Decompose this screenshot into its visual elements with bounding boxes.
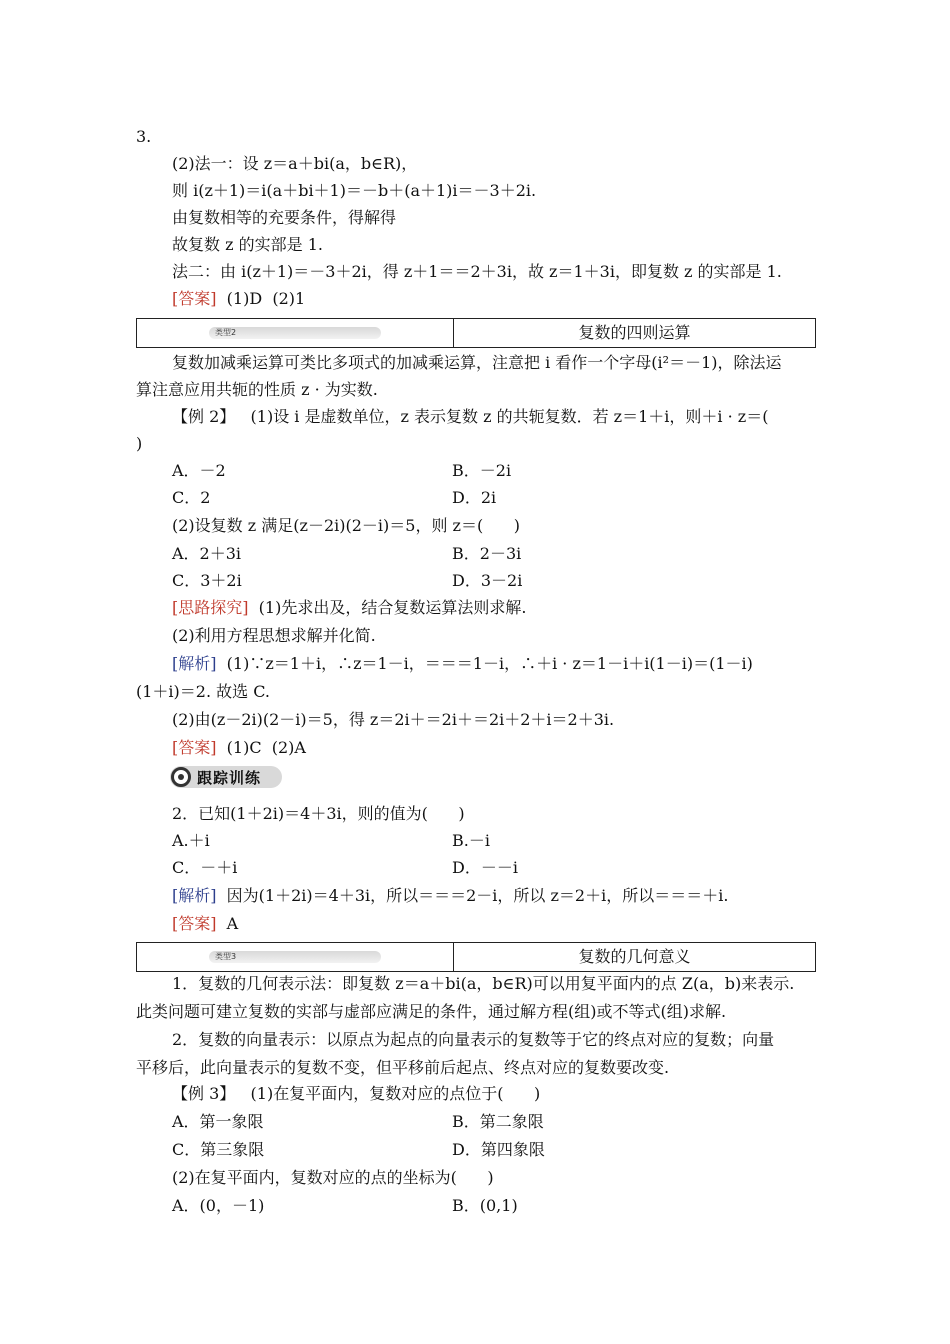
option-a: A．2＋3i xyxy=(172,544,242,563)
option-c: C．－＋i xyxy=(172,858,238,877)
analysis-line xyxy=(172,654,753,674)
option-b: B．－2i xyxy=(452,461,512,480)
option-b: B．2－3i xyxy=(452,544,522,563)
text-line: (2)由(z－2i)(2－i)＝5，得 z＝2i＋＝2i＋＝2i＋2＋i＝2＋3i. xyxy=(172,710,615,729)
option-a: A．第一象限 xyxy=(172,1112,264,1131)
thinking-tag: [思路探究] xyxy=(172,598,249,617)
banner-label: 类型2 xyxy=(209,327,381,339)
tracking-practice-banner xyxy=(170,766,282,788)
answer-tag: [答案] xyxy=(172,738,217,757)
option-b: B．(0,1) xyxy=(452,1196,518,1215)
example-heading: 【例 3】 (1)在复平面内，复数对应的点位于( ) xyxy=(172,1084,541,1103)
banner-title: 复数的几何意义 xyxy=(578,947,691,966)
section-banner-type2 xyxy=(136,318,816,348)
text-line: (1＋i)＝2. 故选 C. xyxy=(136,682,270,701)
text-line: (2)利用方程思想求解并化简. xyxy=(172,626,376,645)
thinking-text: (1)先求出及，结合复数运算法则求解. xyxy=(248,598,527,617)
question: (2)设复数 z 满足(z－2i)(2－i)＝5，则 z＝( ) xyxy=(172,516,520,535)
tracking-label: 跟踪训练 xyxy=(197,768,262,787)
option-b: B.－i xyxy=(452,831,490,850)
banner-title: 复数的四则运算 xyxy=(578,323,691,342)
answer-line xyxy=(172,738,306,758)
paragraph: 复数加减乘运算可类比多项式的加减乘运算，注意把 i 看作一个字母(i²＝－1)，除法运 xyxy=(172,353,782,372)
text-line: 故复数 z 的实部是 1. xyxy=(172,235,323,254)
method-two: 法二：由 i(z＋1)＝－3＋2i，得 z＋1＝＝2＋3i，故 z＝1＋3i，即复数 z 的实部是 1. xyxy=(172,262,782,281)
section-banner-type3 xyxy=(136,942,816,972)
question: (2)在复平面内，复数对应的点的坐标为( ) xyxy=(172,1168,494,1187)
answer-line xyxy=(172,289,305,309)
option-d: D．第四象限 xyxy=(452,1140,545,1159)
answer-text: (1)D (2)1 xyxy=(216,289,306,308)
answer-text: (1)C (2)A xyxy=(216,738,306,757)
option-a: A．－2 xyxy=(172,461,226,480)
banner-label: 类型3 xyxy=(209,951,381,963)
text-line: 由复数相等的充要条件，得解得 xyxy=(172,208,397,227)
analysis-tag: [解析] xyxy=(172,654,217,673)
analysis-tag: [解析] xyxy=(172,886,217,905)
banner-label-cell xyxy=(137,943,454,971)
item-number: 3. xyxy=(136,127,152,146)
option-a: A.＋i xyxy=(172,831,210,850)
option-d: D．2i xyxy=(452,488,497,507)
option-a: A．(0，－1) xyxy=(172,1196,265,1215)
text-line: ) xyxy=(136,434,143,453)
example-heading: 【例 2】 (1)设 i 是虚数单位，z 表示复数 z 的共轭复数．若 z＝1＋i，则＋i · z＝( xyxy=(172,407,769,426)
option-d: D．3－2i xyxy=(452,571,523,590)
answer-tag: [答案] xyxy=(172,289,217,308)
method-one: (2)法一：设 z＝a＋bi(a，b∈R)， xyxy=(172,154,418,173)
paragraph: 2．复数的向量表示：以原点为起点的向量表示的复数等于它的终点对应的复数；向量 xyxy=(172,1030,775,1049)
analysis-text: 因为(1＋2i)＝4＋3i，所以＝＝＝2－i，所以 z＝2＋i，所以＝＝＝＋i. xyxy=(216,886,729,905)
option-d: D．－－i xyxy=(452,858,518,877)
target-icon xyxy=(171,767,191,787)
option-c: C．第三象限 xyxy=(172,1140,265,1159)
option-b: B．第二象限 xyxy=(452,1112,544,1131)
option-c: C．3＋2i xyxy=(172,571,242,590)
paragraph: 平移后，此向量表示的复数不变，但平移前后起点、终点对应的复数要改变. xyxy=(136,1058,670,1077)
banner-label-cell xyxy=(137,319,454,347)
answer-line xyxy=(172,914,238,934)
text-line: 则 i(z＋1)＝i(a＋bi＋1)＝－b＋(a＋1)i＝－3＋2i. xyxy=(172,181,537,200)
analysis-line xyxy=(172,886,728,906)
question: 2．已知(1＋2i)＝4＋3i，则的值为( ) xyxy=(172,804,465,823)
paragraph: 1．复数的几何表示法：即复数 z＝a＋bi(a，b∈R)可以用复平面内的点 Z(a，b)来表示. xyxy=(172,974,795,993)
thinking-line xyxy=(172,598,526,618)
answer-text: A xyxy=(216,914,239,933)
answer-tag: [答案] xyxy=(172,914,217,933)
paragraph: 算注意应用共轭的性质 z · 为实数. xyxy=(136,380,378,399)
analysis-text: (1)∵z＝1＋i，∴z＝1－i，＝＝＝1－i，∴＋i · z＝1－i＋i(1－i)＝(1－i) xyxy=(216,654,753,673)
option-c: C．2 xyxy=(172,488,211,507)
paragraph: 此类问题可建立复数的实部与虚部应满足的条件，通过解方程(组)或不等式(组)求解. xyxy=(136,1002,727,1021)
